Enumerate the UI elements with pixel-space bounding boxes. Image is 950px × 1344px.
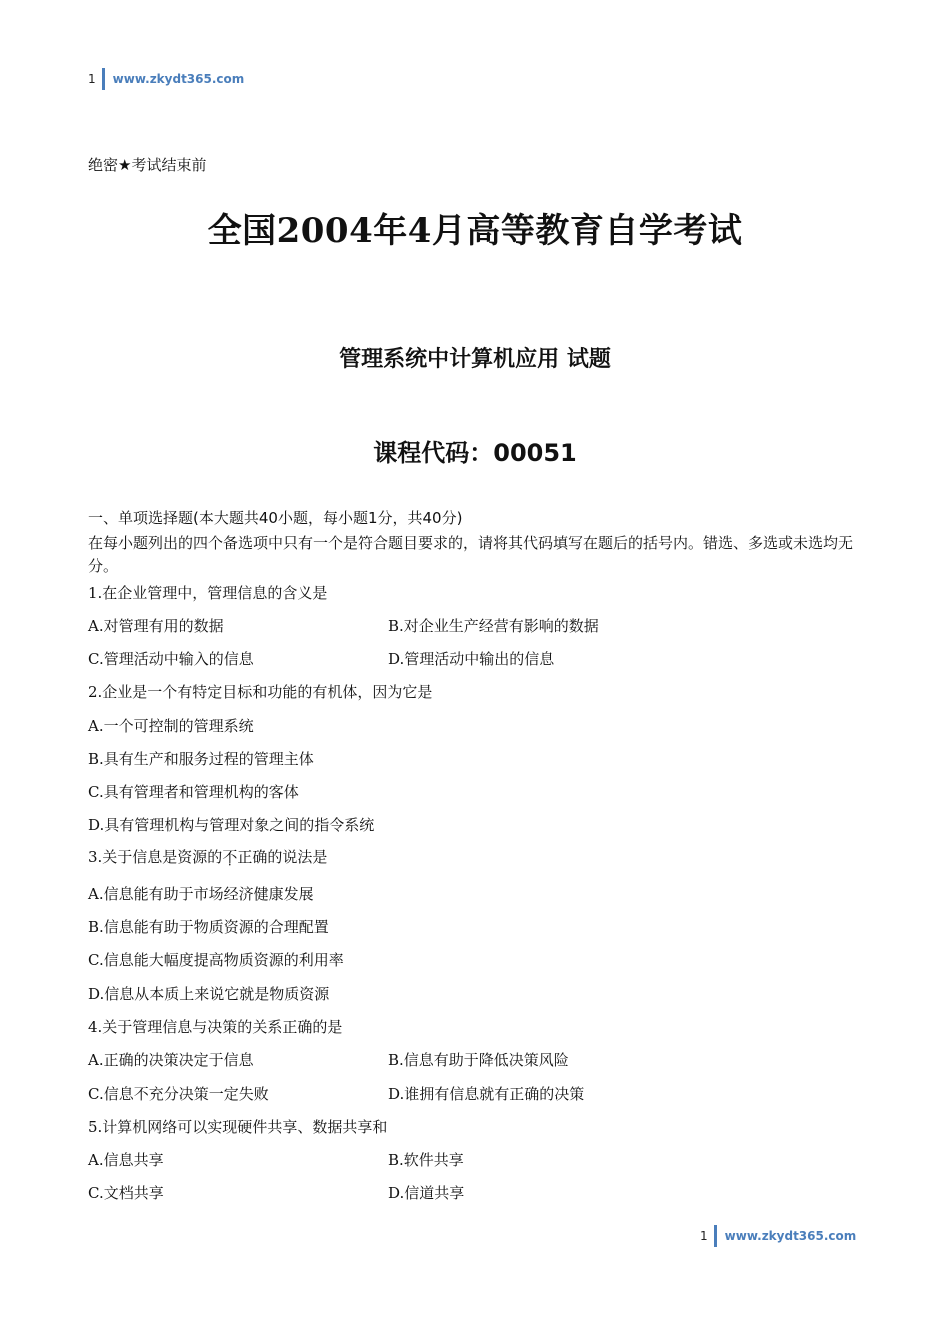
section-title: 一、单项选择题(本大题共40小题，每小题1分，共40分) <box>88 509 463 527</box>
option-c: C.管理活动中输入的信息 <box>88 650 254 668</box>
option-d: D.信息从本质上来说它就是物质资源 <box>88 985 330 1003</box>
page-header <box>88 68 244 90</box>
option-b: B.信息能有助于物质资源的合理配置 <box>88 918 329 936</box>
exam-subtitle: 管理系统中计算机应用 试题 <box>339 347 611 372</box>
option-b: B.对企业生产经营有影响的数据 <box>388 617 599 635</box>
header-divider <box>102 68 105 90</box>
page-footer <box>700 1225 856 1247</box>
option-c: C.文档共享 <box>88 1184 164 1202</box>
option-d: D.管理活动中输出的信息 <box>388 650 555 668</box>
option-a: A.对管理有用的数据 <box>88 617 224 635</box>
question-stem: 4.关于管理信息与决策的关系正确的是 <box>88 1018 343 1036</box>
question-stem: 5.计算机网络可以实现硬件共享、数据共享和 <box>88 1118 388 1136</box>
option-d: D.具有管理机构与管理对象之间的指令系统 <box>88 816 375 834</box>
confidential-label: 绝密★考试结束前 <box>88 156 207 174</box>
footer-page-number: 1 <box>700 1229 708 1243</box>
option-a: A.正确的决策决定于信息 <box>88 1051 254 1069</box>
option-a: A.信息能有助于市场经济健康发展 <box>88 885 314 903</box>
option-a: A.信息共享 <box>88 1151 164 1169</box>
question-stem: 1.在企业管理中，管理信息的含义是 <box>88 584 328 602</box>
footer-url: www.zkydt365.com <box>724 1229 857 1243</box>
question-stem <box>88 846 327 867</box>
option-a: A.一个可控制的管理系统 <box>88 717 254 735</box>
option-d: D.信道共享 <box>388 1184 465 1202</box>
header-url: www.zkydt365.com <box>112 72 245 86</box>
option-d: D.谁拥有信息就有正确的决策 <box>388 1085 585 1103</box>
option-b: B.信息有助于降低决策风险 <box>388 1051 569 1069</box>
option-b: B.软件共享 <box>388 1151 464 1169</box>
question-stem-suffix: 正确的说法是 <box>237 848 328 866</box>
instructions: 在每小题列出的四个备选项中只有一个是符合题目要求的，请将其代码填写在题后的括号内。错选、多选或未选均无分。 <box>88 534 854 575</box>
emphasized-word: 不 <box>222 848 238 866</box>
option-c: C.具有管理者和管理机构的客体 <box>88 783 299 801</box>
page-title: 全国2004年4月高等教育自学考试 <box>207 211 743 251</box>
footer-divider <box>714 1225 717 1247</box>
option-c: C.信息能大幅度提高物质资源的利用率 <box>88 951 344 969</box>
course-code: 课程代码：00051 <box>373 439 577 467</box>
question-stem-prefix: 3.关于信息是资源的 <box>88 848 223 866</box>
question-stem: 2.企业是一个有特定目标和功能的有机体，因为它是 <box>88 683 433 701</box>
option-b: B.具有生产和服务过程的管理主体 <box>88 750 314 768</box>
option-c: C.信息不充分决策一定失败 <box>88 1085 269 1103</box>
header-page-number: 1 <box>88 72 96 86</box>
